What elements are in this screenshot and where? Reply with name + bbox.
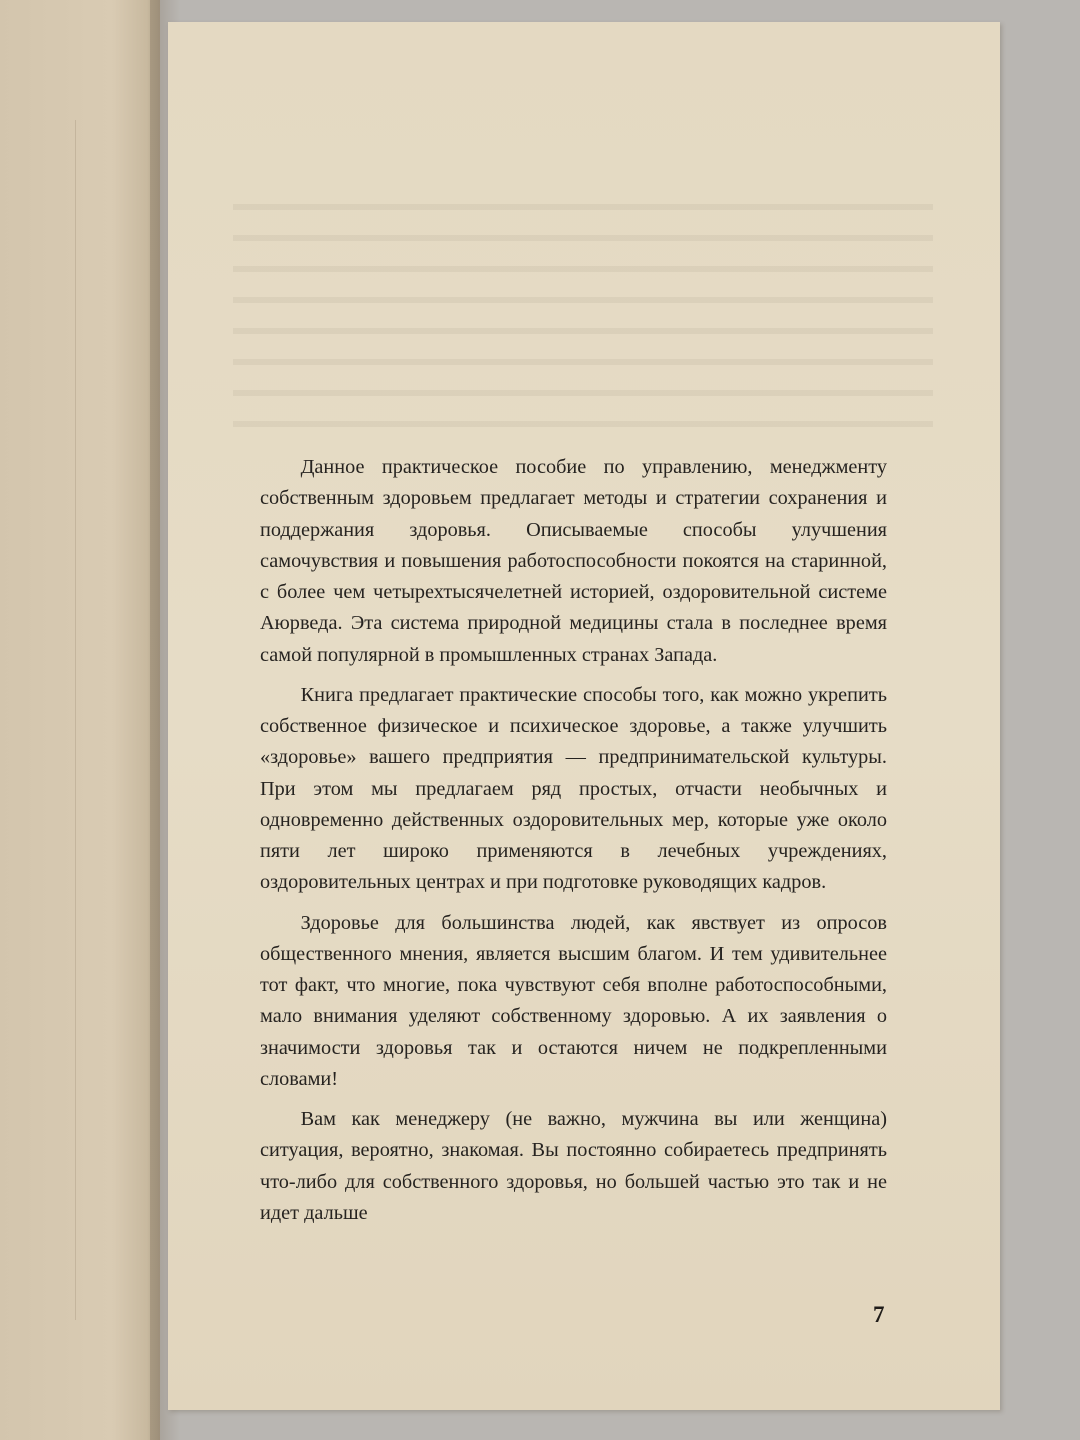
left-page-edge [0,120,76,1320]
right-page [168,22,1000,1410]
body-text [260,452,887,1238]
paragraph-4: Вам как менеджеру (не важно, мужчина вы или женщина) ситуация, вероятно, знакомая. Вы постоянно собираетесь предпринять что-либо для собственного здоровья, но большей частью это так и не идет дальше [260,1108,887,1224]
page-number: 7 [873,1302,885,1327]
paragraph-3: Здоровье для большинства людей, как явствует из опросов общественного мнения, является высшим благом. И тем удивительнее тот факт, что многие, пока чувствуют себя вполне работоспособными, мало внимания уделяют собственному здоровью. А их заявления о значимости здоровья так и остаются ничем не подкрепленными словами! [260,911,887,1090]
paragraph-2: Книга предлагает практические способы того, как можно укрепить собственное физическое и психическое здоровье, а также улучшить «здоровье» вашего предприятия — предпринимательской культуры. При этом мы предлагаем ряд простых, отчасти необычных и одновременно действенных оздоровительных мер, которые уже около пяти лет широко применяются в лечебных учреждениях, оздоровительных центрах и при подготовке руководящих кадров. [260,683,887,894]
bleed-through-text [233,182,933,442]
paragraph-1: Данное практическое пособие по управлению, менеджменту собственным здоровьем предлагает методы и стратегии сохранения и поддержания здоровья. Описываемые способы улучшения самочувствия и повышения работоспособности покоятся на старинной, с более чем четырехтысячелетней историей, оздоровительной системе Аюрведа. Эта система природной медицины стала в последнее время самой популярной в промышленных странах Запада. [260,456,887,666]
left-page [0,0,160,1440]
